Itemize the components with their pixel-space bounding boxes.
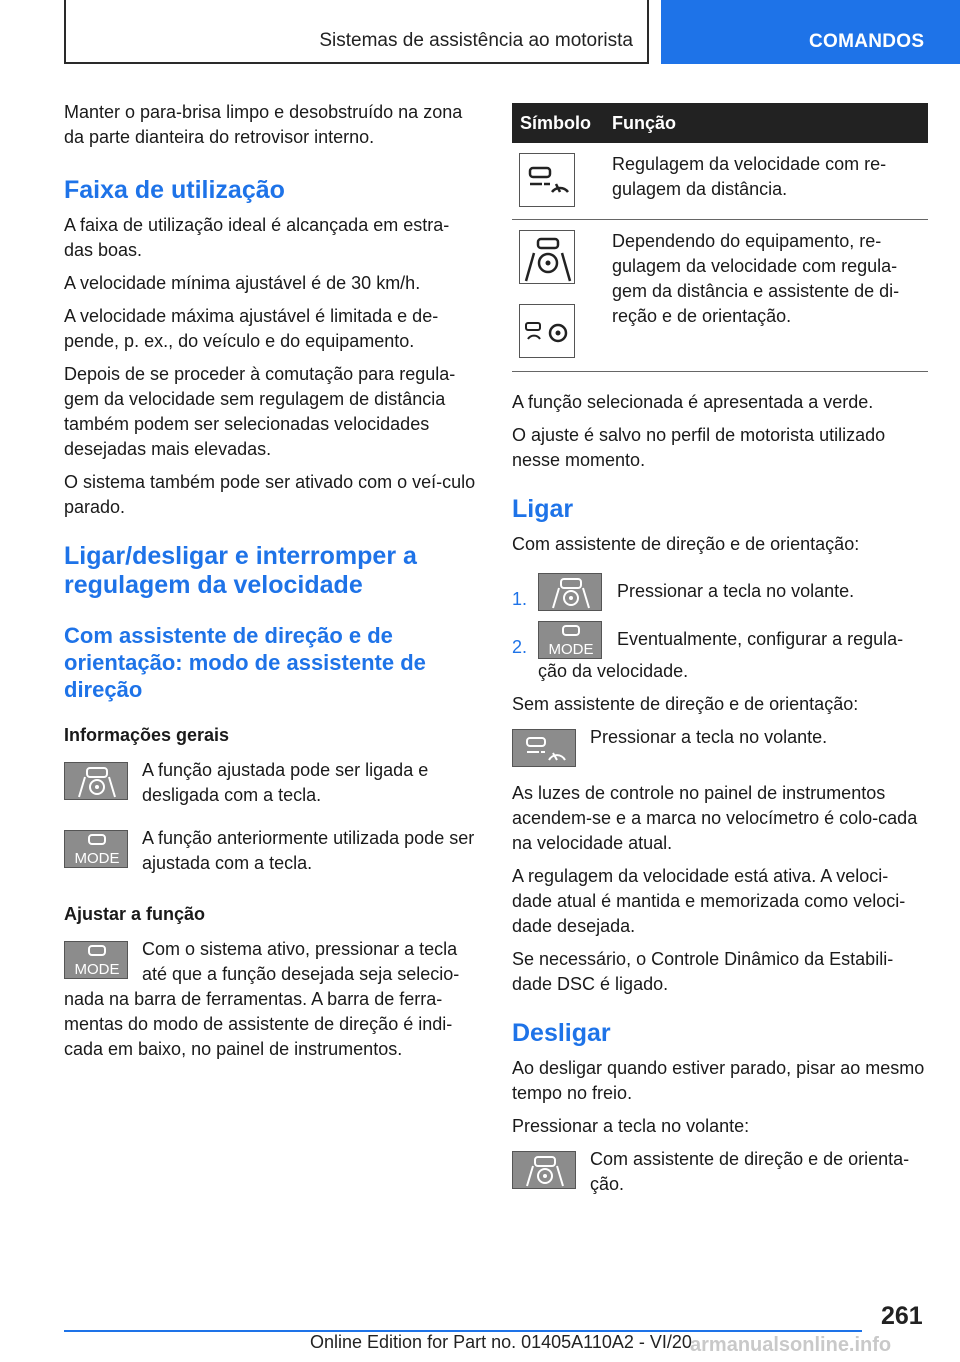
dsc-text: Se necessário, o Controle Dinâmico da Estabili-dade DSC é ligado. — [512, 948, 894, 994]
steering-assist-button-icon — [538, 573, 602, 611]
general-item-1 — [64, 758, 476, 808]
onoff-heading: Ligar/desligar e interromper a regulagem da velocidade — [64, 542, 417, 599]
mode-button-icon — [64, 941, 128, 979]
off-text-3: Com assistente de direção e de orienta-ção. — [590, 1148, 910, 1194]
combined-assist-icon — [519, 304, 575, 358]
press-text: Pressionar a tecla no volante. — [590, 726, 828, 747]
header-tab[interactable] — [661, 0, 960, 64]
table-row — [512, 219, 928, 371]
mode-button-label: MODE — [74, 850, 120, 867]
indicator-text: As luzes de controle no painel de instrumentos acendem-se e a marca no velocímetro é colo-cada na velocidade atual. — [512, 782, 918, 853]
step-number: 2. — [512, 636, 528, 657]
general-heading: Informações gerais — [64, 725, 230, 745]
on-heading: Ligar — [512, 494, 574, 523]
step-text: Pressionar a tecla no volante. — [617, 580, 855, 601]
symbol-table — [512, 103, 928, 372]
table-header-symbol: Símbolo — [512, 103, 612, 143]
right-column — [512, 103, 928, 1215]
profile-text: O ajuste é salvo no perfil de motorista utilizado nesse momento. — [512, 424, 886, 470]
general-item-2 — [64, 826, 476, 876]
mode-button-icon — [64, 830, 128, 868]
mode-button-icon — [538, 621, 602, 659]
step-text: Eventualmente, configurar a regula-ção da velocidade. — [538, 628, 904, 681]
range-text-2: A velocidade mínima ajustável é de 30 km/h. — [64, 273, 421, 293]
range-heading: Faixa de utilização — [64, 176, 285, 204]
selected-function-text: A função selecionada é apresentada a verde. — [512, 391, 874, 412]
range-text-4: Depois de se proceder à comutação para regula-gem da velocidade sem regulagem de distância também podem ser selecionadas velocidades desejadas mais elevadas. — [64, 364, 456, 459]
table-row — [512, 143, 928, 219]
adjust-item — [64, 937, 476, 1062]
left-column — [64, 100, 476, 1070]
distance-control-button-icon — [512, 729, 576, 767]
header-tab-label: COMANDOS — [809, 31, 925, 52]
steering-assist-button-icon — [512, 1151, 576, 1189]
press-item — [512, 725, 928, 771]
distance-control-icon — [519, 153, 575, 207]
off-text-2: Pressionar a tecla no volante: — [512, 1115, 750, 1136]
off-text-1: Ao desligar quando estiver parado, pisar ao mesmo tempo no freio. — [512, 1057, 925, 1103]
general-text-1: A função ajustada pode ser ligada e desligada com a tecla. — [142, 760, 429, 805]
table-cell-function: Dependendo do equipamento, re-gulagem da velocidade com regula-gem da distância e assistente de di-reção e de orientação. — [612, 219, 928, 371]
mode-button-label: MODE — [548, 640, 594, 658]
speed-active-text: A regulagem da velocidade está ativa. A veloci-dade atual é mantida e memorizada como veloci-dade desejada. — [512, 865, 906, 936]
adjust-text: Com o sistema ativo, pressionar a tecla até que a função desejada seja selecio-nada na barra de ferramentas. A barra de ferra-mentas do modo de assistente de direção é indi-cada em baixo, no painel de instrumentos. — [64, 939, 460, 1059]
range-text-5: O sistema também pode ser ativado com o veí-culo parado. — [64, 472, 476, 517]
page-number: 261 — [881, 1302, 923, 1330]
footer-edition: Online Edition for Part no. 01405A110A2 - VI/20 — [310, 1332, 692, 1352]
mode-button-label: MODE — [74, 961, 120, 978]
range-text-3: A velocidade máxima ajustável é limitada e de-pende, p. ex., do veículo e do equipamento. — [64, 306, 439, 351]
steering-assist-button-icon — [64, 762, 128, 800]
table-header-function: Função — [612, 103, 928, 143]
adjust-heading: Ajustar a função — [64, 904, 206, 924]
list-item — [512, 573, 928, 613]
off-item — [512, 1147, 928, 1197]
list-item — [512, 621, 928, 684]
table-cell-function: Regulagem da velocidade com re-gulagem da distância. — [612, 143, 928, 219]
on-intro: Com assistente de direção e de orientação: — [512, 533, 860, 554]
range-text-1: A faixa de utilização ideal é alcançada em estra-das boas. — [64, 215, 450, 260]
header-section-box — [64, 0, 649, 64]
without-assist-text: Sem assistente de direção e de orientação: — [512, 693, 859, 714]
steering-assist-icon — [519, 230, 575, 284]
header-section-title: Sistemas de assistência ao motorista — [319, 30, 633, 51]
watermark: armanualsonline.info — [690, 1334, 892, 1356]
general-text-2: A função anteriormente utilizada pode ser ajustada com a tecla. — [142, 828, 475, 873]
off-heading: Desligar — [512, 1018, 611, 1047]
step-number: 1. — [512, 588, 528, 609]
intro-text: Manter o para-brisa limpo e desobstruído na zona da parte dianteira do retrovisor interno. — [64, 102, 463, 147]
mode-heading: Com assistente de direção e de orientação: modo de assistente de direção — [64, 623, 426, 702]
